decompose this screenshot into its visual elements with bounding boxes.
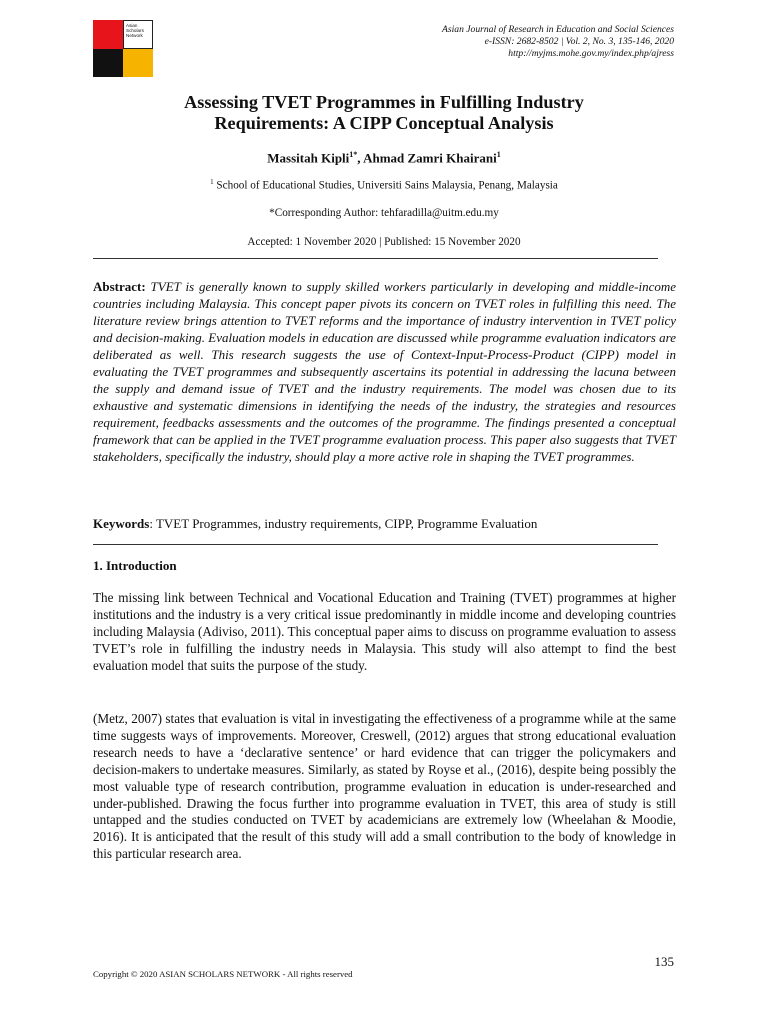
page-number: 135 xyxy=(654,954,674,969)
paragraph: The missing link between Technical and Vocational Education and Training (TVET) programmes at higher institutions and the industry is a very critical issue predominantly in middle income and developing countries including Malaysia (Adiviso, 2011). This conceptual paper aims to discuss on programme evaluation to assess TVET’s role in fulfilling the industry needs in Malaysia. This study will also attempt to find the best evaluation model that suits the purpose of the study. xyxy=(93,590,676,673)
corresponding-author: *Corresponding Author: tehfaradilla@uitm.edu.my xyxy=(269,207,499,219)
logo-red-square xyxy=(93,20,123,49)
author-affiliation-marker: 1* xyxy=(349,150,358,159)
abstract xyxy=(93,278,676,465)
author-separator: , xyxy=(357,150,364,166)
paragraph: (Metz, 2007) states that evaluation is vital in investigating the effectiveness of a programme while at the same time suggests ways of improvements. Moreover, Creswell, (2012) argues that strong educational evaluation research needs to have a ‘declarative sentence’ or hard evidence that can trigger the policymakers and decision-makers to undertake measures. Similarly, as stated by Royse et al., (2016), despite being possibly the most valuable type of research contribution, programme evaluation in education is under-researched and under-published. Drawing the focus further into programme evaluation in TVET, this area of study is still untapped and the studies conducted on TVET by academicians are extremely low (Wheelahan & Moodie, 2016). It is anticipated that the result of this study will add a small contribution to the body of knowledge in this particular research area. xyxy=(93,711,676,862)
affiliation xyxy=(80,178,688,192)
title-line-2: Requirements: A CIPP Conceptual Analysis xyxy=(214,113,554,133)
author-name: Massitah Kipli xyxy=(267,150,350,166)
logo-text-line: Network xyxy=(126,33,143,38)
abstract-text: TVET is generally known to supply skilled workers particularly in developing and middle-income countries including Malaysia. This concept paper pivots its concern on TVET roles in fulfilling this need. The literature review brings attention to TVET reforms and the importance of industry intervention in TVET policy and decision-making. Evaluation models in education are discussed while programme evaluation indicators are deliberated as well. This research suggests the use of Context-Input-Process-Product (CIPP) model in evaluating the TVET programmes and subsequently ascertains its potential in addressing the lacuna between the supply and demand issue of TVET and the industry requirements. The model was chosen due to its exhaustive and systematic dimensions in identifying the needs of the industry, the strategies and resources requirement, feedbacks assessments and the outcomes of the programme. The findings presented a conceptual framework that can be applied in the TVET programme evaluation process. This paper also suggests that TVET stakeholders, specifically the industry, should play a more active role in shaping the TVET programmes. xyxy=(93,279,677,464)
affiliation-text: School of Educational Studies, Universiti Sains Malaysia, Penang, Malaysia xyxy=(216,179,558,192)
author-list xyxy=(80,150,688,166)
keywords-label: Keywords xyxy=(93,516,150,531)
logo-text xyxy=(126,23,152,38)
keywords xyxy=(93,516,676,532)
keywords-text: : TVET Programmes, industry requirements, CIPP, Programme Evaluation xyxy=(149,516,538,531)
paper-title xyxy=(80,92,688,134)
journal-issue: e-ISSN: 2682-8502 | Vol. 2, No. 3, 135-146, 2020 xyxy=(484,36,674,47)
logo-text-line: Scholars xyxy=(126,28,144,33)
title-line-1: Assessing TVET Programmes in Fulfilling Industry xyxy=(184,92,584,112)
journal-header xyxy=(442,24,674,60)
author-affiliation-marker: 1 xyxy=(496,150,501,159)
affiliation-marker: 1 xyxy=(210,178,214,186)
publisher-logo xyxy=(93,20,153,77)
abstract-label: Abstract: xyxy=(93,279,146,294)
journal-url[interactable]: http://myjms.mohe.gov.my/index.php/ajress xyxy=(508,48,674,59)
author-name: Ahmad Zamri Khairani xyxy=(363,150,497,166)
logo-yellow-square xyxy=(123,49,153,78)
divider xyxy=(93,544,658,545)
publication-dates: Accepted: 1 November 2020 | Published: 15 November 2020 xyxy=(247,236,521,248)
section-heading: 1. Introduction xyxy=(93,558,177,573)
divider xyxy=(93,258,658,259)
journal-name: Asian Journal of Research in Education and Social Sciences xyxy=(442,24,674,35)
copyright-notice: Copyright © 2020 ASIAN SCHOLARS NETWORK - All rights reserved xyxy=(93,969,353,979)
logo-black-square xyxy=(93,49,123,78)
logo-text-line: Asian xyxy=(126,23,138,28)
